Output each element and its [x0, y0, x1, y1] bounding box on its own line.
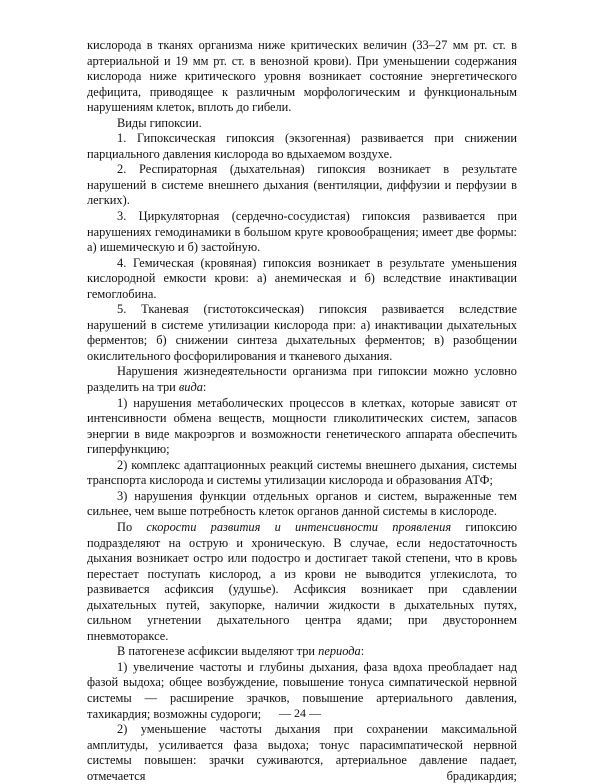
- text-run: 4. Гемическая (кровяная) гипоксия возникает в результате уменьшения кислородной емкости крови: а) анемическая и б) вследствие инактивации гемоглобина.: [87, 255, 517, 301]
- text-run: 5. Тканевая (гистотоксическая) гипоксия развивается вследствие нарушений в системе утилизации кислорода при: а) инактивации дыхательных ферментов; б) снижении синтеза дыхательных ферментов; в) разобщении окислительного фосфорилирования и тканевого дыхания.: [87, 302, 517, 363]
- paragraph-type-1: [87, 131, 517, 162]
- body-text: [87, 38, 517, 784]
- text-run: :: [360, 644, 365, 659]
- italic-term: периода: [318, 644, 361, 659]
- text-run: гипоксию подразделяют на острую и хроническую. В случае, если недостаточность дыхания возникает остро или подостро и достигает такой степени, что в кровь перестает поступать кислород, а из крови не выводится углекислота, то развивается асфиксия (удушье). Асфиксия возникает при сдавлении дыхательных путей, закупорке, наличии жидкости в дыхательных путях, сильном угнетении дыхательного центра ядами; при двустороннем пневмотораксе.: [87, 519, 517, 643]
- italic-term: скорости развития и интенсивности проявления: [146, 519, 452, 534]
- text-run: 3. Циркуляторная (сердечно-сосудистая) гипоксия развивается при нарушениях гемодинамики в большом круге кровообращения; имеет две формы: а) ишемическую и б) застойную.: [87, 209, 517, 255]
- text-run: :: [202, 380, 207, 395]
- paragraph-type-3: [87, 209, 517, 256]
- paragraph-type-5: [87, 302, 517, 364]
- paragraph-type-4: [87, 256, 517, 303]
- paragraph-disorder-1: [87, 396, 517, 458]
- page-number: — 24 —: [279, 706, 321, 720]
- paragraph-hypoxia-types-heading: [87, 116, 517, 132]
- paragraph-period-2: [87, 722, 517, 784]
- text-run: 3) нарушения функции отдельных органов и систем, выраженные тем сильнее, чем выше потребность клеток органов данной системы в кислороде.: [87, 488, 517, 519]
- text-run: 1. Гипоксическая гипоксия (экзогенная) развивается при снижении парциального давления кислорода во вдыхаемом воздухе.: [87, 131, 517, 161]
- text-run: 2) комплекс адаптационных реакций системы внешнего дыхания, системы транспорта кислорода и системы утилизации кислорода и образования АТФ;: [87, 457, 517, 488]
- paragraph-disorder-2: [87, 458, 517, 489]
- paragraph-continuation: [87, 38, 517, 116]
- text-run: кислорода в тканях организма ниже критических величин (33–27 мм рт. ст. в артериальной и 19 мм рт. ст. в венозной крови). При уменьшении содержания кислорода ниже критического уровня возникает состояние энергетического дефицита, приводящее к различным морфологическим и функциональным нарушениям клеток, вплоть до гибели.: [87, 38, 517, 115]
- text-run: Виды гипоксии.: [117, 115, 202, 130]
- paragraph-type-2: [87, 162, 517, 209]
- text-run: Нарушения жизнедеятельности организма при гипоксии можно условно разделить на три: [87, 364, 517, 395]
- italic-term: вида: [178, 380, 203, 395]
- text-run: 1) увеличение частоты и глубины дыхания, фаза вдоха преобладает над фазой выдоха; общее возбуждение, повышение тонуса симпатической нервной системы — расширение зрачков, повышение артериального давления, тахикардия; возможны судороги;: [87, 659, 517, 721]
- text-run: По: [117, 519, 147, 534]
- paragraph-disorder-3: [87, 489, 517, 520]
- text-run: 1) нарушения метаболических процессов в клетках, которые зависят от интенсивности обмена веществ, мощности гликолитических систем, запасов энергии в виде макроэргов и возможности генетического аппарата обеспечить гиперфункцию;: [87, 395, 517, 457]
- text-run: 2) уменьшение частоты дыхания при сохранении максимальной амплитуды, усиливается фаза выдоха; тонус парасимпатической нервной системы повышен: зрачки суживаются, артериальное давление падает, отмечается брадикардия;: [87, 722, 517, 783]
- paragraph-asphyxia: [87, 520, 517, 644]
- text-run: В патогенезе асфиксии выделяют три: [117, 644, 319, 659]
- text-run: 2. Респираторная (дыхательная) гипоксия возникает в результате нарушений в системе внешнего дыхания (вентиляции, диффузии и перфузии в легких).: [87, 162, 517, 208]
- paragraph-periods-intro: [87, 644, 517, 660]
- paragraph-disorders-intro: [87, 364, 517, 395]
